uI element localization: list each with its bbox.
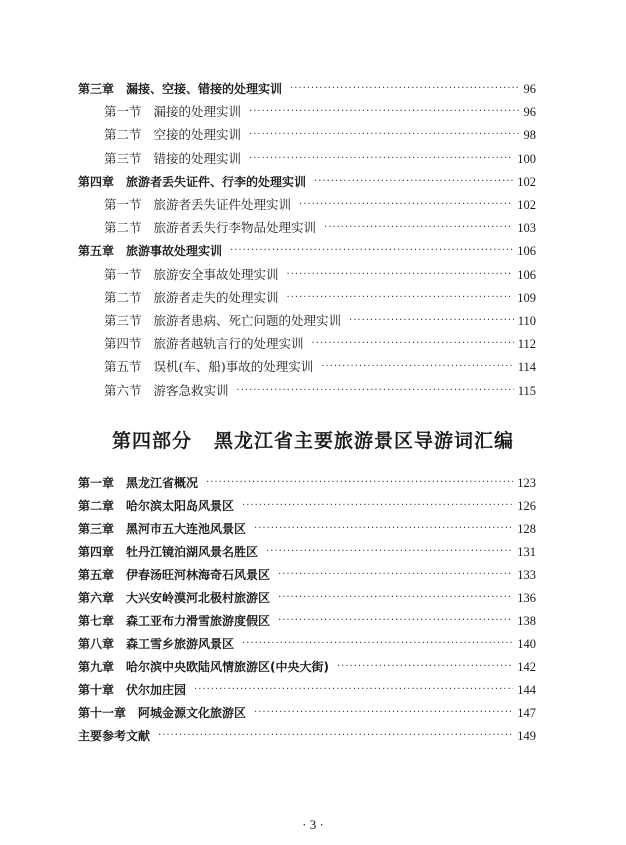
toc-chapter-row [78, 587, 536, 609]
entry-label: 第一节 [104, 104, 142, 120]
toc-section-row [78, 333, 536, 355]
entry-label: 第一节 [104, 266, 142, 282]
entry-label: 第三节 [104, 150, 142, 166]
entry-label: 第五章 [78, 244, 115, 259]
entry-title: 哈尔滨太阳岛风景区 [126, 499, 235, 513]
entry-page-number: 114 [517, 360, 536, 375]
toc-section-row [78, 310, 536, 332]
entry-page-number: 110 [517, 314, 536, 328]
toc-section-row [78, 148, 536, 170]
entry-page-number: 98 [523, 128, 536, 143]
entry-title: 漏接、空接、错接的处理实训 [126, 82, 283, 96]
toc-chapter-row [78, 541, 536, 563]
dot-leader [278, 564, 513, 586]
dot-leader [254, 702, 513, 724]
entry-label: 第四节 [104, 336, 142, 352]
entry-page-number: 140 [517, 637, 536, 651]
entry-title: 旅游者丢失证件、行李的处理实训 [126, 174, 307, 189]
entry-page-number: 112 [517, 337, 536, 352]
entry-label: 第七章 [78, 614, 115, 628]
entry-page-number: 136 [517, 591, 536, 605]
page-number: · 3 · [302, 817, 324, 832]
entry-title: 牡丹江镜泊湖风景名胜区 [126, 545, 259, 559]
entry-label: 第二节 [104, 220, 142, 236]
entry-title: 错接的处理实训 [153, 150, 242, 166]
entry-title: 漏接的处理实训 [153, 104, 242, 120]
entry-title: 哈尔滨中央欧陆风情旅游区(中央大街) [126, 660, 329, 674]
dot-leader [337, 656, 513, 678]
entry-page-number: 128 [517, 522, 536, 536]
entry-label: 第十一章 [78, 706, 127, 720]
dot-leader [254, 518, 513, 540]
dot-leader [349, 310, 514, 332]
dot-leader [242, 495, 513, 517]
entry-title: 旅游安全事故处理实训 [153, 266, 279, 282]
dot-leader [321, 356, 513, 378]
toc-chapter-row [78, 564, 536, 586]
part-label: 第四部分 [111, 430, 192, 452]
entry-title: 黑河市五大连池风景区 [126, 522, 247, 536]
dot-leader [206, 472, 513, 494]
dot-leader [278, 587, 513, 609]
entry-page-number: 147 [517, 706, 536, 720]
toc-section-row [78, 194, 536, 216]
entry-label: 第四章 [78, 545, 115, 559]
entry-page-number: 115 [517, 383, 536, 398]
entry-label: 第一节 [104, 197, 142, 212]
dot-leader [287, 264, 514, 286]
dot-leader [266, 541, 513, 563]
entry-page-number: 149 [517, 729, 536, 743]
dot-leader [230, 240, 513, 262]
entry-label: 第二节 [104, 289, 142, 305]
entry-label: 第二章 [78, 499, 115, 513]
entry-title: 主要参考文献 [78, 729, 151, 743]
toc-chapter-row [78, 633, 536, 655]
toc-chapter-row [78, 725, 536, 747]
dot-leader [237, 380, 514, 402]
entry-page-number: 144 [517, 683, 536, 697]
entry-label: 第九章 [78, 660, 115, 674]
entry-page-number: 106 [517, 244, 536, 259]
entry-title: 旅游者患病、死亡问题的处理实训 [153, 313, 342, 328]
toc-chapter-row [78, 472, 536, 494]
entry-title: 森工雪乡旅游风景区 [126, 637, 235, 651]
entry-title: 旅游者越轨言行的处理实训 [153, 336, 304, 352]
entry-page-number: 102 [517, 198, 536, 212]
entry-label: 第三章 [78, 82, 115, 96]
entry-title: 空接的处理实训 [153, 127, 242, 143]
entry-page-number: 96 [523, 105, 536, 120]
entry-title: 伏尔加庄园 [126, 683, 187, 697]
entry-page-number: 138 [517, 614, 536, 628]
toc-chapter-row [78, 656, 536, 678]
entry-title: 误机(车、船)事故的处理实训 [153, 359, 314, 375]
toc-section-row [78, 124, 536, 146]
dot-leader [158, 725, 513, 747]
toc-chapter-row [78, 518, 536, 540]
entry-label: 第二节 [104, 127, 142, 143]
entry-title: 游客急救实训 [153, 382, 229, 398]
dot-leader [249, 148, 513, 170]
entry-label: 第五章 [78, 568, 115, 582]
entry-page-number: 133 [517, 568, 536, 582]
dot-leader [242, 633, 513, 655]
entry-label: 第三章 [78, 522, 115, 536]
dot-leader [249, 124, 519, 146]
toc-chapter-row [78, 240, 536, 262]
dot-leader [324, 217, 513, 239]
toc-chapter-row [78, 171, 536, 193]
toc-section-row [78, 101, 536, 123]
toc-section-row [78, 380, 536, 402]
dot-leader [290, 78, 519, 100]
dot-leader [287, 287, 514, 309]
entry-title: 阿城金源文化旅游区 [138, 706, 247, 720]
entry-title: 森工亚布力滑雪旅游度假区 [126, 614, 271, 628]
part-heading [0, 426, 626, 453]
entry-label: 第八章 [78, 637, 115, 651]
toc-chapter-row [78, 679, 536, 701]
entry-title: 旅游事故处理实训 [126, 244, 223, 259]
toc-section-row [78, 217, 536, 239]
entry-page-number: 96 [523, 82, 536, 96]
entry-label: 第六节 [104, 382, 142, 398]
entry-page-number: 123 [517, 476, 536, 490]
entry-page-number: 131 [517, 545, 536, 559]
toc-section-row [78, 356, 536, 378]
dot-leader [194, 679, 513, 701]
entry-title: 大兴安岭漠河北极村旅游区 [126, 591, 271, 605]
dot-leader [312, 333, 514, 355]
entry-title: 黑龙江省概况 [126, 476, 199, 490]
dot-leader [314, 171, 513, 193]
entry-title: 旅游者走失的处理实训 [153, 289, 279, 305]
toc-chapter-row [78, 610, 536, 632]
toc-chapter-row [78, 495, 536, 517]
entry-title: 旅游者丢失证件处理实训 [153, 197, 292, 212]
toc-section-row [78, 264, 536, 286]
entry-label: 第五节 [104, 359, 142, 375]
entry-page-number: 106 [517, 267, 536, 282]
dot-leader [299, 194, 513, 216]
toc-chapter-row [78, 702, 536, 724]
entry-label: 第六章 [78, 591, 115, 605]
entry-label: 第四章 [78, 174, 115, 189]
entry-page-number: 109 [517, 290, 536, 305]
entry-page-number: 126 [517, 499, 536, 513]
entry-label: 第十章 [78, 683, 115, 697]
dot-leader [278, 610, 513, 632]
entry-page-number: 103 [517, 221, 536, 236]
entry-page-number: 142 [517, 660, 536, 674]
part-title: 黑龙江省主要旅游景区导游词汇编 [214, 430, 515, 452]
dot-leader [249, 101, 519, 123]
entry-page-number: 102 [517, 174, 536, 189]
entry-page-number: 100 [517, 151, 536, 166]
entry-label: 第一章 [78, 476, 115, 490]
entry-label: 第三节 [104, 313, 142, 328]
toc-chapter-row [78, 78, 536, 100]
entry-title: 旅游者丢失行李物品处理实训 [153, 220, 317, 236]
toc-section-row [78, 287, 536, 309]
entry-title: 伊春汤旺河林海奇石风景区 [126, 568, 271, 582]
